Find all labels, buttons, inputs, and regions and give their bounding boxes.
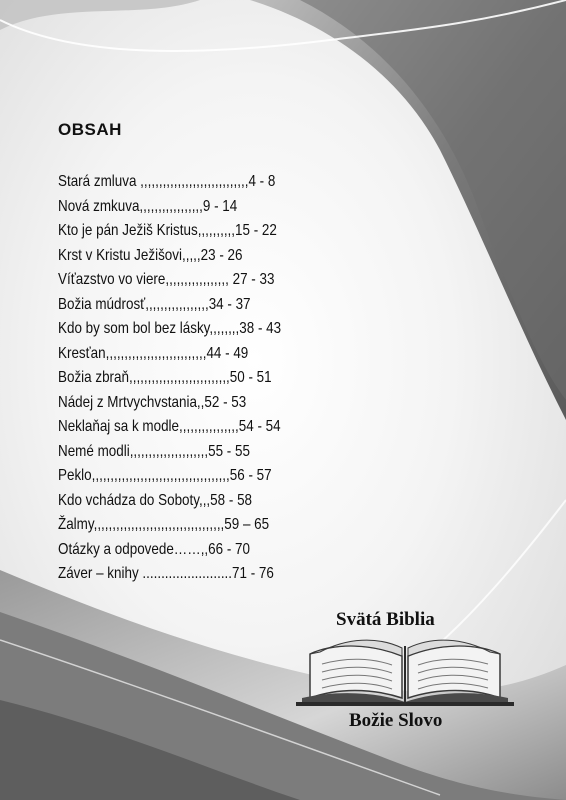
- toc-item[interactable]: Víťazstvo vo viere,,,,,,,,,,,,,,,,, 27 - 33: [58, 271, 275, 288]
- toc-item[interactable]: Kresťan,,,,,,,,,,,,,,,,,,,,,,,,,,,44 - 49: [58, 344, 249, 362]
- book-subtitle: Božie Slovo: [349, 710, 443, 731]
- toc-heading: OBSAH: [58, 120, 122, 139]
- toc-item[interactable]: Kto je pán Ježiš Kristus,,,,,,,,,,15 - 22: [58, 222, 277, 239]
- toc-item[interactable]: Žalmy,,,,,,,,,,,,,,,,,,,,,,,,,,,,,,,,,,,59 – 65: [58, 516, 270, 533]
- toc-item[interactable]: Neklaňaj sa k modle,,,,,,,,,,,,,,,,54 - 54: [58, 418, 281, 435]
- toc-item[interactable]: Kdo by som bol bez lásky,,,,,,,,38 - 43: [58, 320, 282, 337]
- toc-item[interactable]: Krst v Kristu Ježišovi,,,,,23 - 26: [58, 246, 243, 264]
- open-book-icon: [292, 632, 518, 708]
- toc-item[interactable]: Kdo vchádza do Soboty,,,58 - 58: [58, 491, 253, 509]
- toc-item[interactable]: Peklo,,,,,,,,,,,,,,,,,,,,,,,,,,,,,,,,,,,,,56 - 57: [58, 467, 272, 484]
- book-title: Svätá Biblia: [336, 609, 435, 630]
- toc-item[interactable]: Nádej z Mrtvychvstania,,52 - 53: [58, 393, 247, 411]
- toc-item[interactable]: Stará zmluva ,,,,,,,,,,,,,,,,,,,,,,,,,,,,,4 - 8: [58, 173, 276, 190]
- toc-item[interactable]: Záver – knihy ........................71 - 76: [58, 565, 274, 582]
- toc-item[interactable]: Nemé modli,,,,,,,,,,,,,,,,,,,,,55 - 55: [58, 442, 250, 460]
- toc-item[interactable]: Otázky a odpovede……,,66 - 70: [58, 540, 251, 558]
- toc-item[interactable]: Nová zmkuva,,,,,,,,,,,,,,,,,9 - 14: [58, 197, 238, 215]
- toc-item[interactable]: Božia zbraň,,,,,,,,,,,,,,,,,,,,,,,,,,,50 - 51: [58, 369, 272, 386]
- toc-item[interactable]: Božia múdrosť,,,,,,,,,,,,,,,,,34 - 37: [58, 295, 251, 313]
- toc-list: [58, 170, 281, 587]
